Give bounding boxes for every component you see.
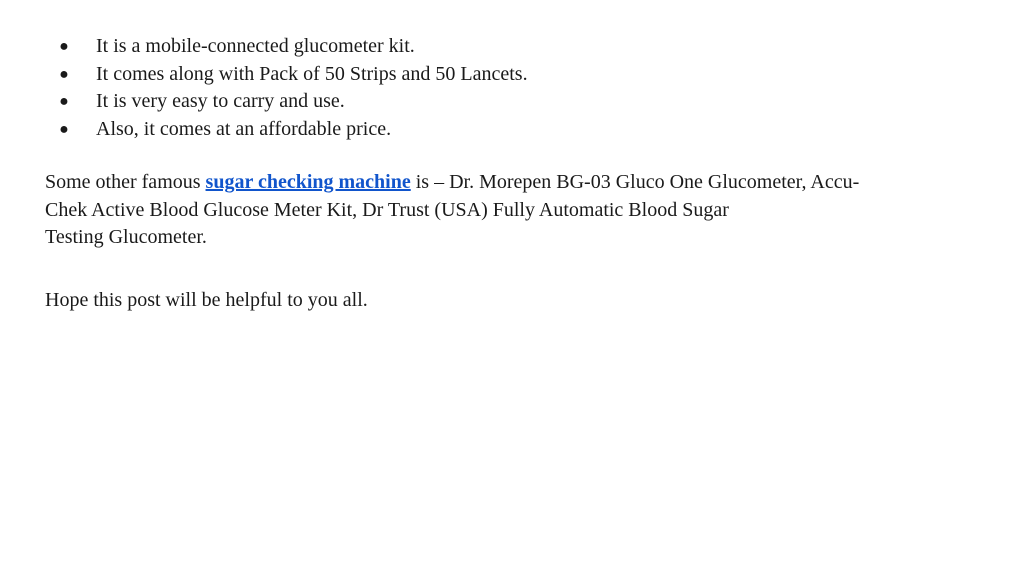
paragraph-line bbox=[45, 169, 995, 197]
closing-paragraph: Hope this post will be helpful to you all. bbox=[45, 289, 368, 311]
other-glucometers-paragraph bbox=[45, 169, 995, 252]
paragraph-line: Chek Active Blood Glucose Meter Kit, Dr Trust (USA) Fully Automatic Blood Sugar bbox=[45, 198, 729, 221]
bullet-icon: ● bbox=[59, 38, 69, 55]
bullet-icon: ● bbox=[59, 120, 69, 138]
paragraph-line: Testing Glucometer. bbox=[45, 226, 207, 248]
paragraph-text: is – Dr. Morepen BG-03 Gluco One Glucometer, Accu- bbox=[410, 171, 860, 193]
sugar-checking-machine-link[interactable]: sugar checking machine bbox=[205, 171, 411, 193]
paragraph-text: Some other famous bbox=[45, 171, 206, 193]
list-item-text: It comes along with Pack of 50 Strips and 50 Lancets. bbox=[96, 62, 528, 85]
list-item-text: Also, it comes at an affordable price. bbox=[96, 117, 392, 140]
list-item-text: It is very easy to carry and use. bbox=[96, 90, 345, 112]
bullet-icon: ● bbox=[59, 93, 69, 110]
bullet-icon: ● bbox=[59, 65, 69, 83]
list-item-text: It is a mobile-connected glucometer kit. bbox=[96, 35, 415, 57]
